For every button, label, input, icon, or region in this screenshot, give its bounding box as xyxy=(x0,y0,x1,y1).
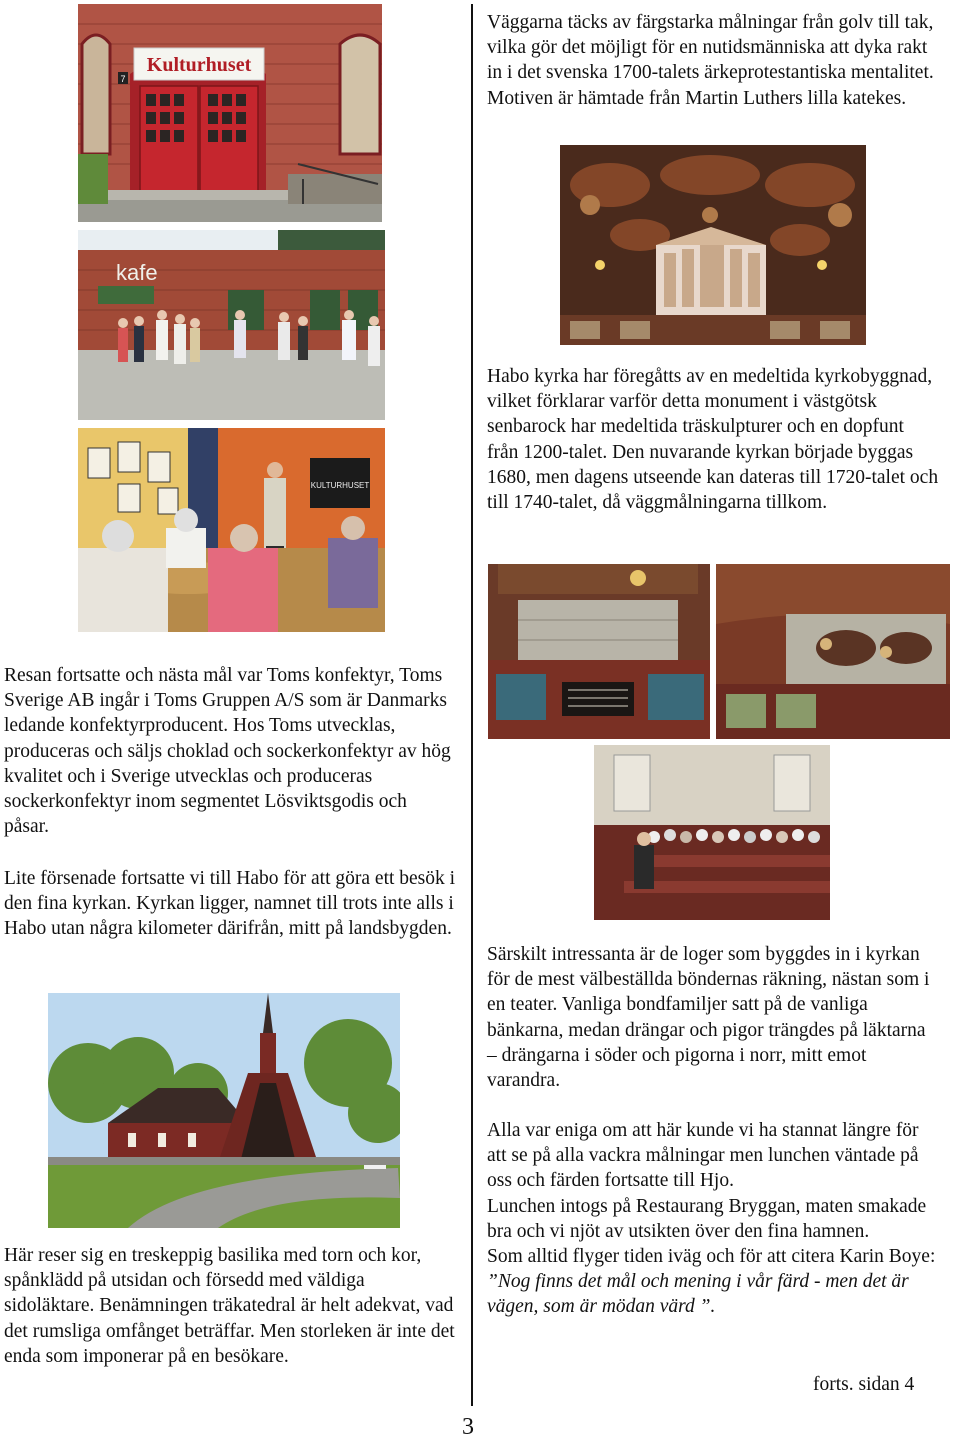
kulturhuset-sign-text: Kulturhuset xyxy=(146,54,252,76)
kafe-sign-text: kafe xyxy=(116,260,158,285)
continued-note: forts. sidan 4 xyxy=(813,1374,915,1395)
paragraph-text-bryggan: Lunchen intogs på Restaurang Bryggan, maten smakade bra och vi njöt av utsikten över den fina hamnen. xyxy=(487,1195,927,1242)
paragraph-text-karin-boye xyxy=(487,1244,939,1320)
photo-kulturhuset-entrance xyxy=(78,4,382,222)
paragraph-text: Särskilt intressanta är de loger som byggdes in i kyrkan för de mest välbeställda böndernas räkning, nästan som i en teater. Vanliga bondfamiljer satt på de vanliga bänkarna, medan drängar och pigor trängdes på läktarna – drängarna i söder och pigorna i norr, mitt emot varandra. xyxy=(487,944,930,1092)
photo-church-painted-wall xyxy=(716,564,950,739)
paragraph-lunch xyxy=(487,1118,939,1320)
photo-church-loft xyxy=(488,564,710,739)
paragraph-text: Habo kyrka har föregåtts av en medeltida kyrkobyggnad, vilket förklarar varför detta monument i västgötsk senbarock har medeltida träskulpturer och en dopfunt från 1200-talet. Den nuvarande kyrkan började byggas 1680, men dagens utseende kan dateras till 1720-talet och till 1740-talet, då väggmålningarna tillkom. xyxy=(487,366,939,514)
paragraph-text: Lite försenade fortsatte vi till Habo för att göra ett besök i den fina kyrkan. Kyrkan ligger, namnet till trots inte alls i Habo utan några kilometer därifrån, mitt på landsbygden. xyxy=(4,868,456,940)
poster-text: KULTURHUSET xyxy=(310,481,370,490)
paragraph-text-hjo: Alla var eniga om att här kunde vi ha stannat längre för att se på alla vackra målningar men lunchen väntade på oss och färden fortsatte till Hjo. xyxy=(487,1120,919,1192)
page-number: 3 xyxy=(462,1414,474,1440)
paragraph-habo-history xyxy=(487,364,939,515)
photo-kafe-group xyxy=(78,230,385,420)
paragraph-wall-paintings xyxy=(487,10,939,111)
photo-cafe-interior xyxy=(78,428,385,632)
paragraph-trip-to-habo xyxy=(4,866,456,942)
paragraph-toms-konfektyr xyxy=(4,663,456,839)
paragraph-loges xyxy=(487,942,939,1093)
column-divider xyxy=(471,4,473,1406)
paragraph-text: Resan fortsatte och nästa mål var Toms konfektyr, Toms Sverige AB ingår i Toms Gruppen A/S som är Danmarks ledande konfektyrproducent. Hos Toms utvecklas, produceras och säljs choklad och sockerkonfektyr av hög kvalitet och i Sverige utvecklas och produceras sockerkonfektyr inom segmentet Lösviktsgodis och påsar. xyxy=(4,665,451,838)
door-number-text: 7 xyxy=(120,74,126,84)
karin-boye-quote: ”Nog finns det mål och mening i vår färd - men det är vägen, som är mödan värd ”. xyxy=(487,1271,909,1318)
photo-habo-church-exterior xyxy=(48,993,400,1228)
paragraph-text: Väggarna täcks av färgstarka målningar från golv till tak, vilka gör det möjligt för en nutidsmänniska att dyka rakt in i det svenska 1700-talets ärkeprotestantiska mentalitet. Motiven är hämtade från Martin Luthers lilla katekes. xyxy=(487,12,934,109)
quote-lead: Som alltid flyger tiden iväg och för att citera Karin Boye: xyxy=(487,1246,936,1268)
paragraph-text: Här reser sig en treskeppig basilika med torn och kor, spånklädd på utsidan och försedd med väldiga sidoläktare. Benämningen träkatedral är helt adekvat, vad det rumsliga omfånget beträffar. Men storleken är inte det enda som imponerar på en besökare. xyxy=(4,1245,455,1367)
photo-congregation xyxy=(594,745,830,920)
paragraph-basilica xyxy=(4,1243,456,1369)
photo-organ-ceiling xyxy=(560,145,866,345)
